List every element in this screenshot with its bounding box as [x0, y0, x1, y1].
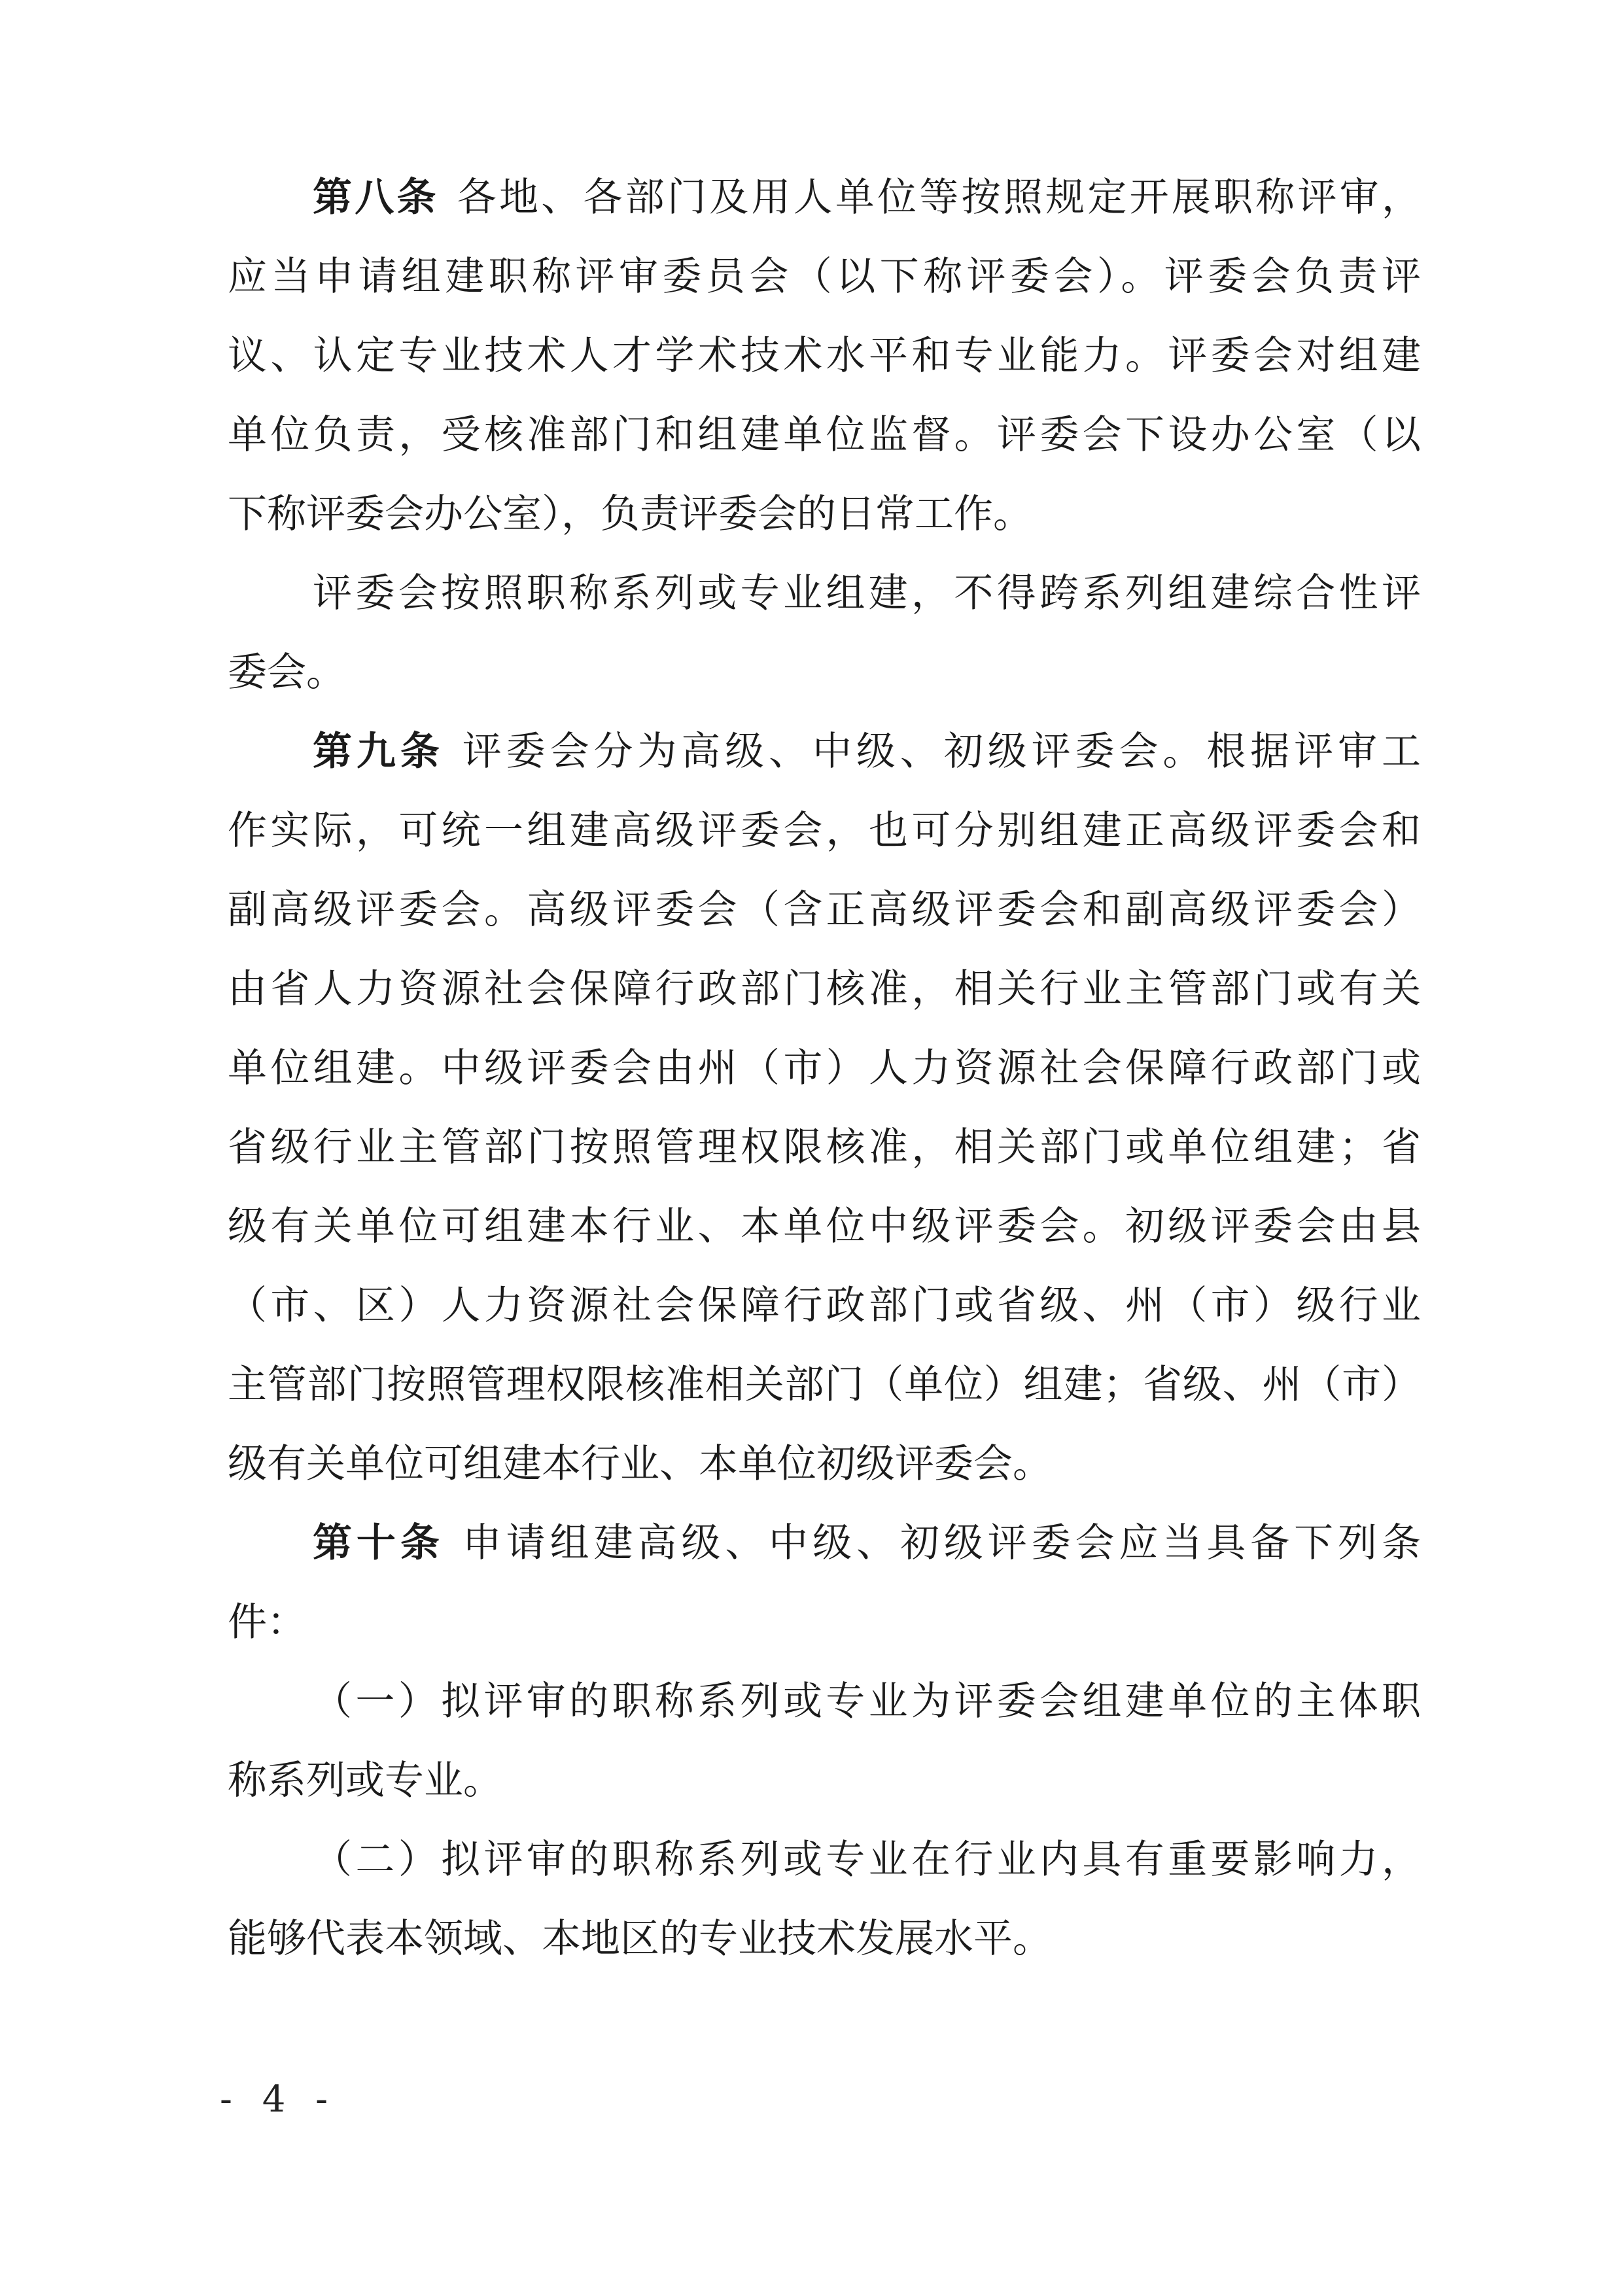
line-text: 称系列或专业。 [228, 1758, 502, 1803]
text-line [228, 950, 1421, 1029]
article-number: 第八条 [313, 175, 439, 220]
text-line [228, 712, 1421, 791]
line-text: 能够代表本领域、本地区的专业技术发展水平。 [228, 1916, 1052, 1962]
document-body [228, 158, 1421, 1979]
line-text: 各地、各部门及用人单位等按照规定开展职称评审， [457, 175, 1422, 220]
line-text: （市、区）人力资源社会保障行政部门或省级、州（市）级行业 [228, 1283, 1421, 1329]
line-text: 省级行业主管部门按照管理权限核准，相关部门或单位组建；省 [228, 1124, 1421, 1170]
text-line [228, 1820, 1421, 1900]
line-text: 级有关单位可组建本行业、本单位初级评委会。 [228, 1441, 1052, 1487]
line-text: （二）拟评审的职称系列或专业在行业内具有重要影响力， [313, 1837, 1421, 1883]
text-line [228, 1108, 1421, 1187]
text-line [228, 1346, 1421, 1425]
line-text: 级有关单位可组建本行业、本单位中级评委会。初级评委会由县 [228, 1204, 1421, 1249]
line-text: 评委会分为高级、中级、初级评委会。根据评审工 [462, 729, 1421, 774]
line-text: 件： [228, 1599, 306, 1645]
line-text: 委会。 [228, 650, 345, 695]
line-text: 议、认定专业技术人才学术技术水平和专业能力。评委会对组建 [228, 333, 1421, 379]
line-text: 下称评委会办公室），负责评委会的日常工作。 [228, 491, 1032, 537]
text-line [228, 396, 1421, 475]
line-text: 申请组建高级、中级、初级评委会应当具备下列条 [462, 1520, 1421, 1566]
text-line [228, 1583, 1421, 1662]
line-text: 副高级评委会。高级评委会（含正高级评委会和副高级评委会） [228, 887, 1421, 933]
text-line [228, 1741, 1421, 1820]
text-line [228, 475, 1421, 554]
text-line [228, 158, 1421, 237]
line-text: （一）拟评审的职称系列或专业为评委会组建单位的主体职 [313, 1679, 1421, 1724]
text-line [228, 554, 1421, 633]
text-line [228, 1425, 1421, 1504]
text-line [228, 1504, 1421, 1583]
text-line [228, 1662, 1421, 1741]
text-line [228, 633, 1421, 712]
text-line [228, 317, 1421, 396]
text-line [228, 1029, 1421, 1108]
text-line [228, 1900, 1421, 1979]
line-text: 评委会按照职称系列或专业组建，不得跨系列组建综合性评 [313, 570, 1421, 616]
line-text: 主管部门按照管理权限核准相关部门（单位）组建；省级、州（市） [228, 1362, 1421, 1408]
line-text: 应当申请组建职称评审委员会（以下称评委会）。评委会负责评 [228, 254, 1421, 300]
text-line [228, 871, 1421, 950]
article-number: 第十条 [313, 1520, 444, 1566]
text-line [228, 791, 1421, 871]
page-number: - 4 - [220, 2078, 338, 2121]
line-text: 由省人力资源社会保障行政部门核准，相关行业主管部门或有关 [228, 966, 1421, 1012]
line-text: 单位组建。中级评委会由州（市）人力资源社会保障行政部门或 [228, 1045, 1421, 1091]
article-number: 第九条 [313, 729, 444, 774]
text-line [228, 237, 1421, 317]
text-line [228, 1266, 1421, 1346]
line-text: 单位负责，受核准部门和组建单位监督。评委会下设办公室（以 [228, 412, 1421, 458]
text-line [228, 1187, 1421, 1266]
line-text: 作实际，可统一组建高级评委会，也可分别组建正高级评委会和 [228, 808, 1421, 854]
